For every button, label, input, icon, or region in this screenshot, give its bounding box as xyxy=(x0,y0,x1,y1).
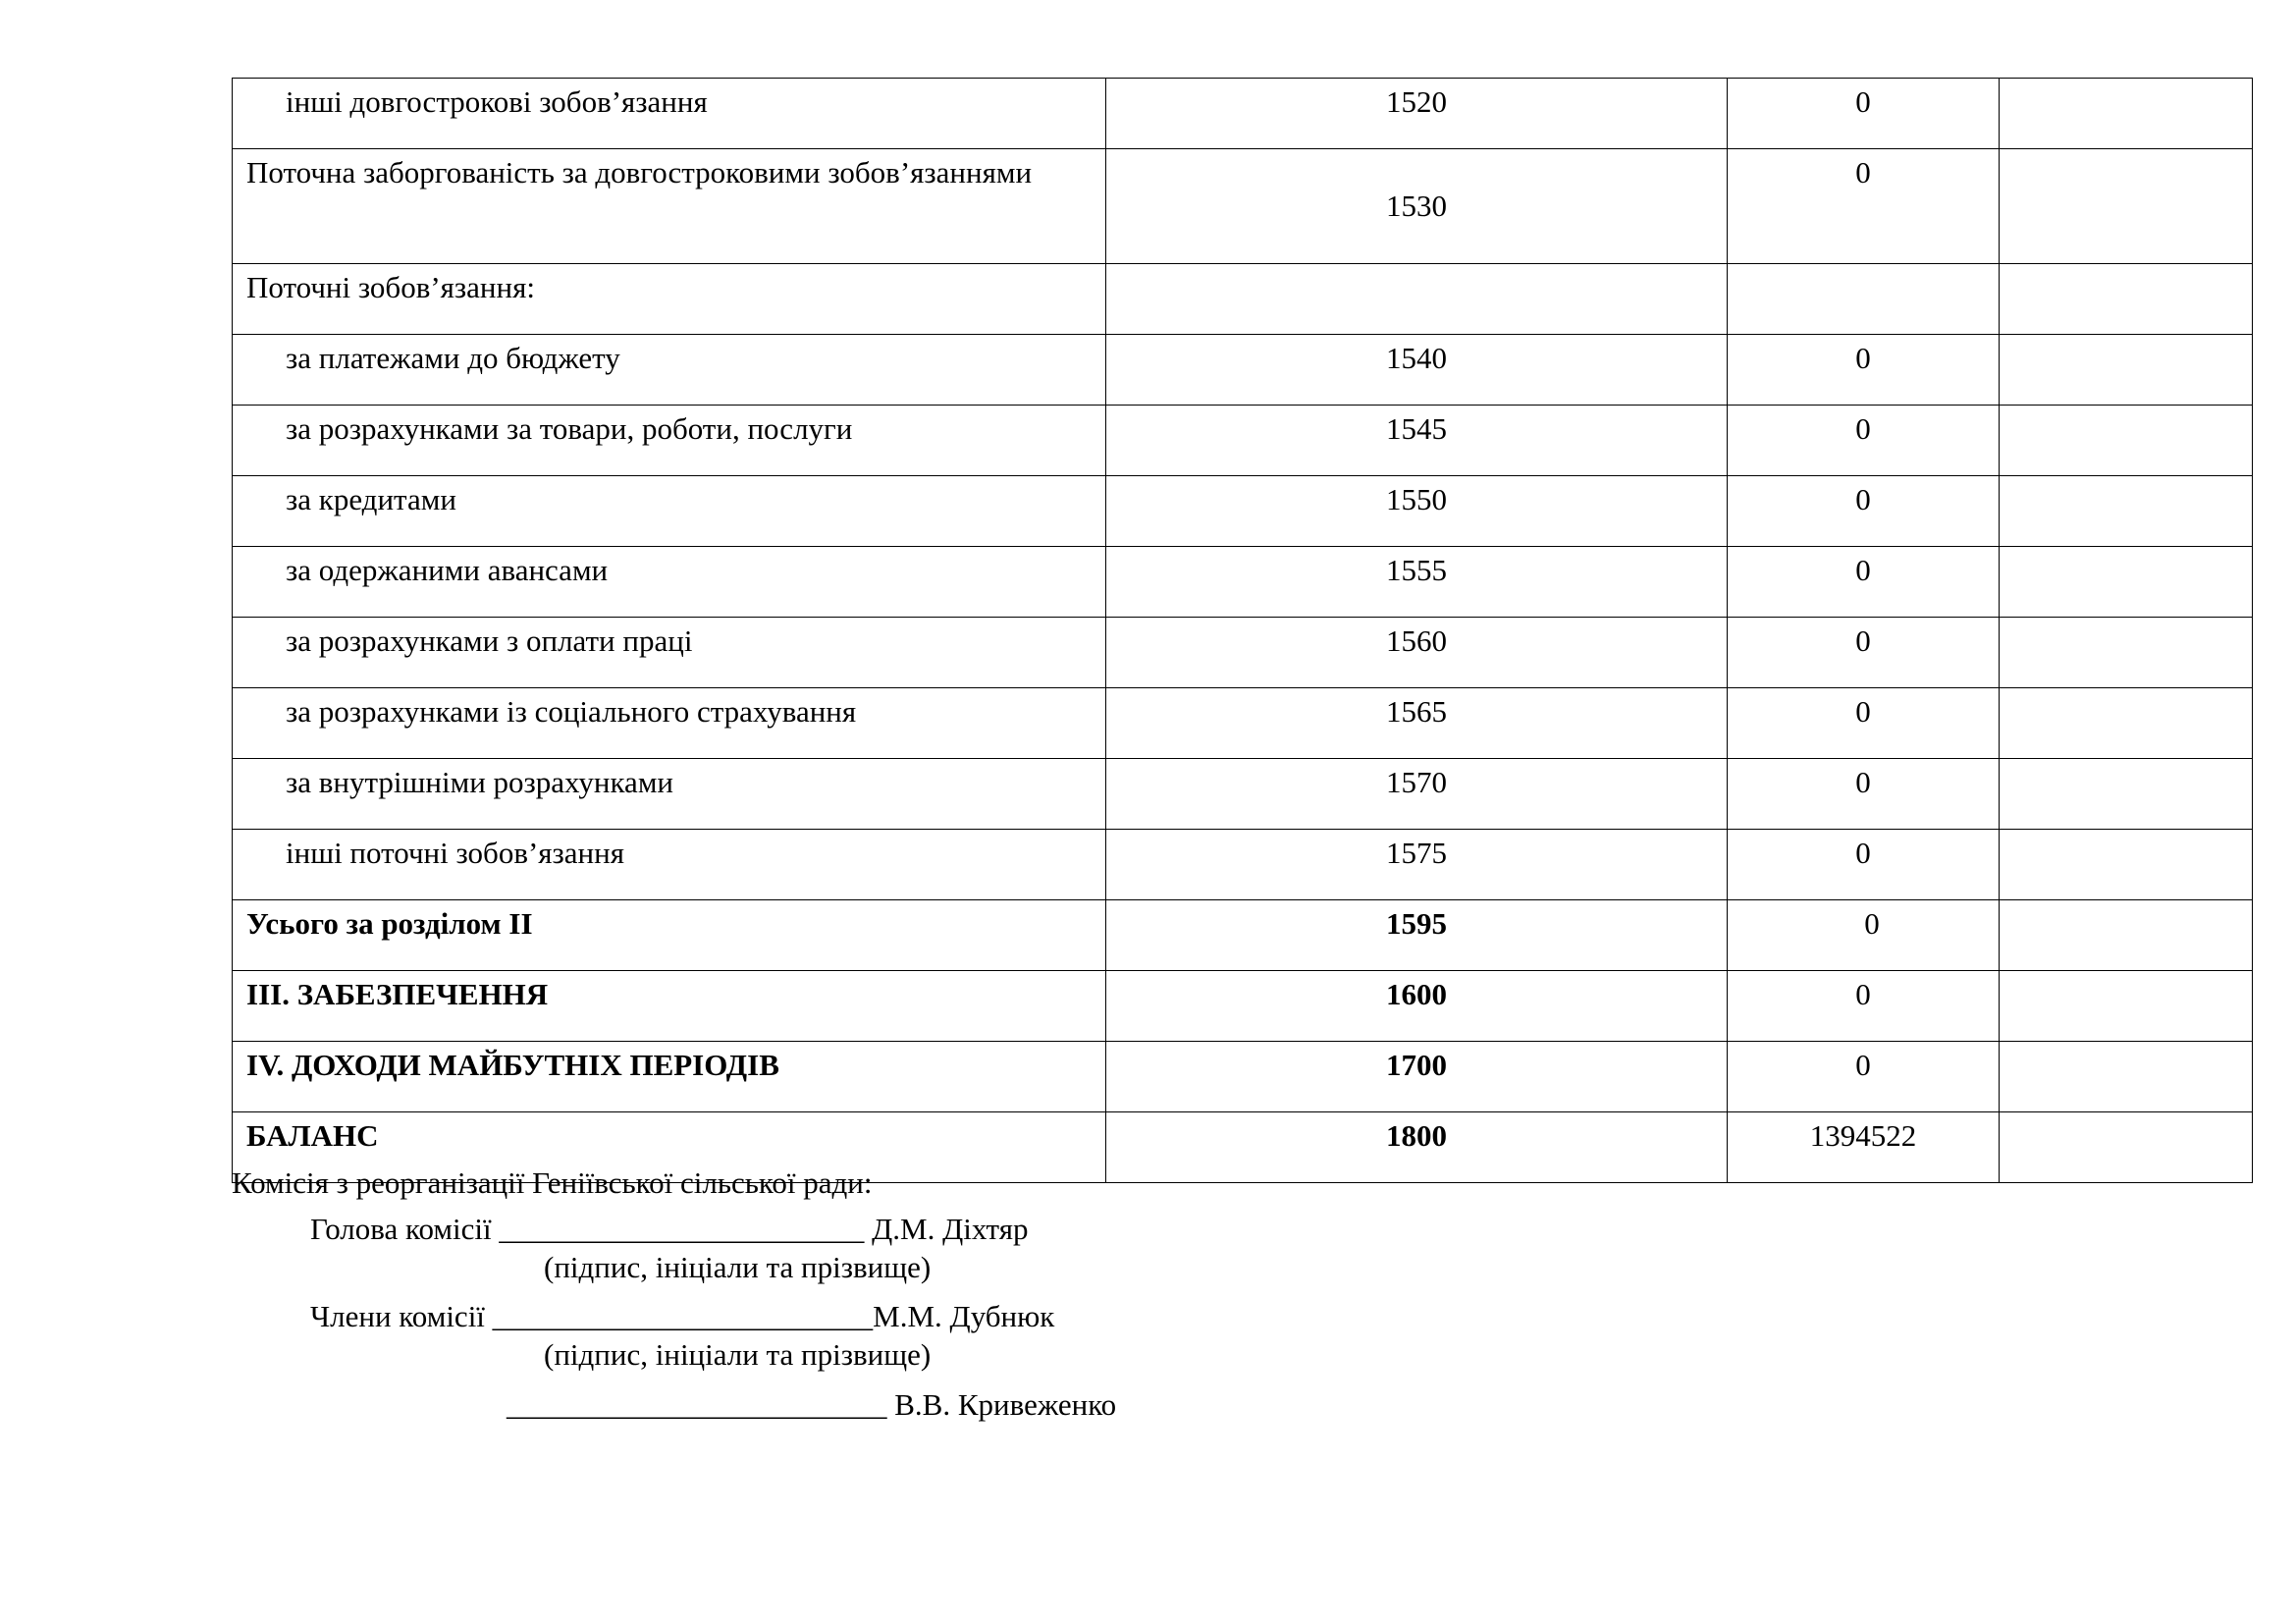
row-name: за кредитами xyxy=(233,476,1106,547)
row-name: інші поточні зобов’язання xyxy=(233,830,1106,900)
row-name: Поточні зобов’язання: xyxy=(233,264,1106,335)
row-code: 1565 xyxy=(1106,688,1728,759)
row-name: за внутрішніми розрахунками xyxy=(233,759,1106,830)
row-value-end xyxy=(2000,830,2253,900)
row-value-begin: 0 xyxy=(1728,971,2000,1042)
row-value-begin: 0 xyxy=(1728,1042,2000,1112)
row-name: інші довгострокові зобов’язання xyxy=(233,79,1106,149)
row-value-end xyxy=(2000,79,2253,149)
row-value-end xyxy=(2000,547,2253,618)
table-row xyxy=(233,830,2253,900)
table-row xyxy=(233,476,2253,547)
signature-block xyxy=(232,1164,1116,1425)
row-name: за розрахунками за товари, роботи, послуги xyxy=(233,406,1106,476)
row-value-begin: 0 xyxy=(1728,688,2000,759)
row-value-end xyxy=(2000,759,2253,830)
row-value-end xyxy=(2000,688,2253,759)
head-signature-caption: (підпис, ініціали та прізвище) xyxy=(544,1249,932,1284)
row-code: 1545 xyxy=(1106,406,1728,476)
row-name: БАЛАНС xyxy=(233,1112,1106,1183)
table-row xyxy=(233,618,2253,688)
row-value-end xyxy=(2000,264,2253,335)
row-value-begin xyxy=(1728,264,2000,335)
row-name: ІV. ДОХОДИ МАЙБУТНІХ ПЕРІОДІВ xyxy=(233,1042,1106,1112)
row-value-begin: 0 xyxy=(1728,335,2000,406)
row-value-end xyxy=(2000,406,2253,476)
row-value-begin: 0 xyxy=(1728,759,2000,830)
members-signature-line: Члени комісії _________________________М.М. Дубнюк xyxy=(310,1299,1055,1334)
row-value-begin: 1394522 xyxy=(1728,1112,2000,1183)
row-value-end xyxy=(2000,1042,2253,1112)
row-value-begin: 0 xyxy=(1728,547,2000,618)
row-name: за розрахунками з оплати праці xyxy=(233,618,1106,688)
row-value-end xyxy=(2000,971,2253,1042)
row-value-begin: 0 xyxy=(1728,618,2000,688)
row-code: 1550 xyxy=(1106,476,1728,547)
row-value-begin: 0 xyxy=(1728,79,2000,149)
row-value-end xyxy=(2000,900,2253,971)
member-2-signature-line: _________________________ В.В. Кривеженко xyxy=(507,1386,1117,1422)
row-value-begin: 0 xyxy=(1728,149,2000,264)
row-code: 1600 xyxy=(1106,971,1728,1042)
row-value-begin: 0 xyxy=(1728,476,2000,547)
commission-title: Комісія з реорганізації Геніївської сільської ради: xyxy=(232,1165,873,1200)
row-value-end xyxy=(2000,618,2253,688)
row-code: 1540 xyxy=(1106,335,1728,406)
row-code: 1520 xyxy=(1106,79,1728,149)
row-value-end xyxy=(2000,149,2253,264)
row-name: за розрахунками із соціального страхування xyxy=(233,688,1106,759)
row-value-begin: 0 xyxy=(1728,830,2000,900)
row-value-end xyxy=(2000,476,2253,547)
row-code: 1570 xyxy=(1106,759,1728,830)
balance-table xyxy=(232,78,2253,1183)
row-code: 1700 xyxy=(1106,1042,1728,1112)
row-code: 1555 xyxy=(1106,547,1728,618)
row-name: за платежами до бюджету xyxy=(233,335,1106,406)
row-name: Поточна заборгованість за довгостроковими зобов’язаннями xyxy=(233,149,1106,264)
row-name: Усього за розділом ІІ xyxy=(233,900,1106,971)
row-code: 1575 xyxy=(1106,830,1728,900)
row-value-begin: 0 xyxy=(1728,406,2000,476)
row-code: 1800 xyxy=(1106,1112,1728,1183)
row-name: за одержаними авансами xyxy=(233,547,1106,618)
row-value-begin: 0 xyxy=(1728,900,2000,971)
row-code: 1560 xyxy=(1106,618,1728,688)
row-name: ІІІ. ЗАБЕЗПЕЧЕННЯ xyxy=(233,971,1106,1042)
row-value-end xyxy=(2000,1112,2253,1183)
table-row xyxy=(233,149,2253,264)
table-row xyxy=(233,1042,2253,1112)
table-row xyxy=(233,335,2253,406)
table-row xyxy=(233,971,2253,1042)
members-signature-caption: (підпис, ініціали та прізвище) xyxy=(544,1337,932,1372)
table-row xyxy=(233,406,2253,476)
table-row xyxy=(233,264,2253,335)
table-row xyxy=(233,900,2253,971)
row-code: 1595 xyxy=(1106,900,1728,971)
row-code xyxy=(1106,264,1728,335)
table-row xyxy=(233,759,2253,830)
row-value-end xyxy=(2000,335,2253,406)
table-row xyxy=(233,547,2253,618)
row-code: 1530 xyxy=(1106,149,1728,264)
table-row xyxy=(233,688,2253,759)
table-row xyxy=(233,79,2253,149)
head-signature-line: Голова комісії ________________________ Д.М. Діхтяр xyxy=(310,1211,1029,1246)
